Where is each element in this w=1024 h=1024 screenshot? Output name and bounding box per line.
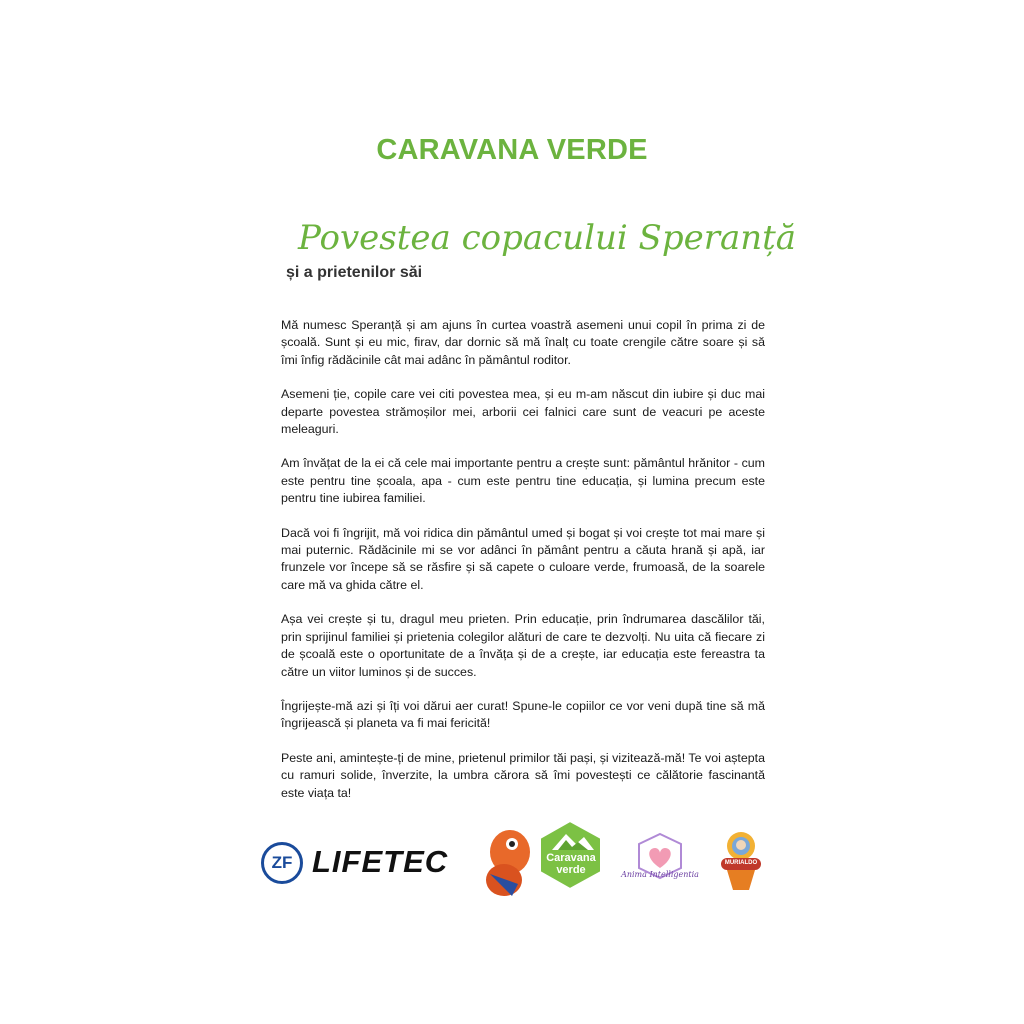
lifetec-logo: LIFETEC bbox=[312, 844, 449, 879]
paragraph: Am învățat de la ei că cele mai importante pentru a crește sunt: pământul hrănitor - cum este pentru tine școala, apa - cum este pentru tine educația, și lumina precum este pentru tine iubirea familiei. bbox=[281, 456, 765, 506]
page-heading: CARAVANA VERDE bbox=[376, 134, 648, 166]
anima-intelligentia-logo bbox=[615, 832, 705, 902]
story-body bbox=[281, 317, 765, 819]
caravana-verde-label: Caravana verde bbox=[546, 852, 596, 876]
murialdo-label: MURIALDO bbox=[724, 860, 758, 866]
paragraph: Mă numesc Speranță și am ajuns în curtea voastră asemeni unui copil în prima zi de școală. Sunt și eu mic, firav, dar dornic să mă înalț cu toate crengile către soare și să îmi înfig rădăcinile cât mai adânc în pământul roditor. bbox=[281, 318, 765, 367]
paragraph: Asemeni ție, copile care vei citi povestea mea, și eu m-am născut din iubire și duc mai departe povestea strămoșilor mei, arborii cei falnici care sunt de veacuri pe aceste meleaguri. bbox=[281, 387, 765, 437]
anima-intelligentia-label: Anima Intelligentia bbox=[621, 870, 699, 879]
story-title: Povestea copacului Speranță bbox=[298, 218, 797, 258]
paragraph: Dacă voi fi îngrijit, mă voi ridica din pământul umed și bogat și voi crește tot mai mare și mai puternic. Rădăcinile mi se vor adânci în pământ pentru a căuta hrană și apă, iar frunzele vor începe să se răsfire și să capete o culoare verde, frumoasă, de la soarele care mă va ghida către el. bbox=[281, 525, 765, 592]
sponsor-logos bbox=[250, 820, 780, 920]
paragraph: Îngrijește-mă azi și îți voi dărui aer curat! Spune-le copiilor ce vor veni după tine să mă îngrijească și planeta va fi mai fericită! bbox=[281, 698, 765, 731]
paragraph: Așa vei crește și tu, dragul meu prieten. Prin educație, prin îndrumarea dascălilor tăi, prin sprijinul familiei și prietenia colegilor alături de care te dezvolți. Nu uita că fiecare zi de școală este o oportunitate de a învăța și de a crește, iar educația este fereastra ta către un viitor luminos și de succes. bbox=[281, 612, 765, 679]
story-subtitle: și a prietenilor săi bbox=[286, 264, 423, 281]
paragraph: Peste ani, amintește-ți de mine, prietenul primilor tăi pași, și vizitează-mă! Te voi aștepta cu ramuri solide, înverzite, la umbra cărora să îmi povestești ce călătorie fascinantă este viața ta! bbox=[281, 750, 765, 800]
zf-logo: ZF bbox=[261, 842, 303, 884]
